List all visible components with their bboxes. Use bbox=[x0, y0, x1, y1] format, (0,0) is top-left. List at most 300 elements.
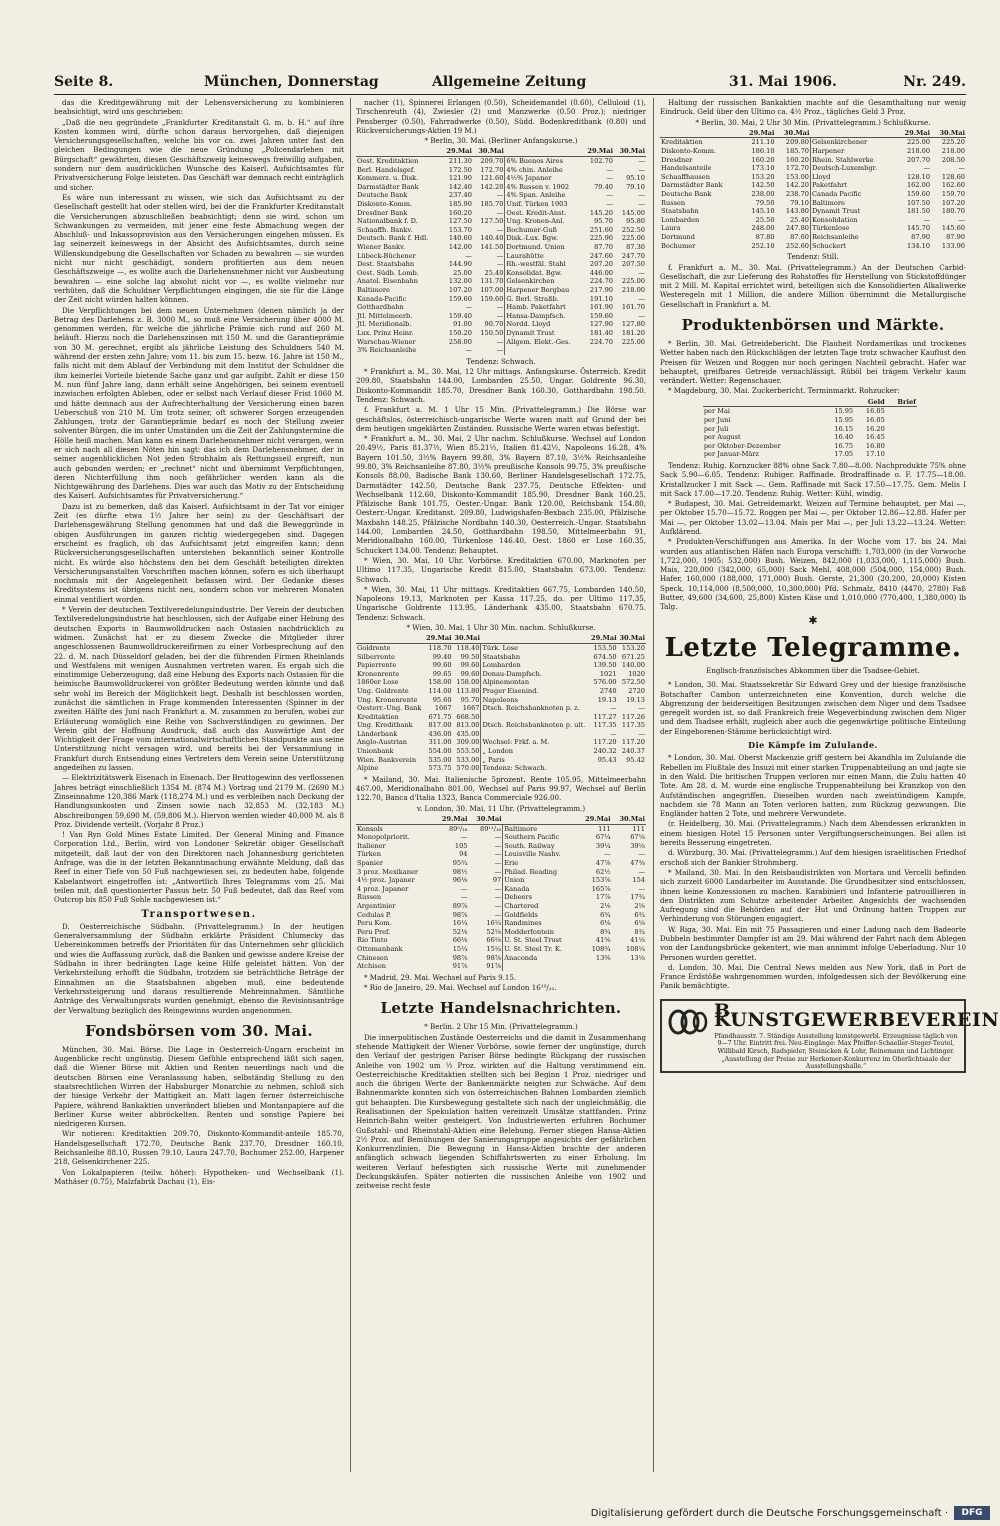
table-cell bbox=[481, 713, 589, 722]
paragraph: — Elektrizitätswerk Eisenach in Eisenach. Der Bruttogewinn des verflossenen Jahres beträgt einschließlich 1354 M. (874 M.) Vortrag und 2179 M. (2690 M.) Zinseinnahme 120,386 Mark (118,274 M.) und es verbleiben nach Deckung der Handlungsunkosten und Zinsen sowie nach 32,853 M. (32,183 M.) Abschreibungen 59,690 M. (59,806 M.). Hiervon werden wieder 40,000 M. als 8 Proz. Dividende verteilt. (Vorjahr 8 Proz.) bbox=[54, 773, 344, 829]
table-cell: 15.95 bbox=[834, 407, 854, 416]
section-heading-handelsnachrichten: Letzte Handelsnachrichten. bbox=[380, 999, 622, 1018]
table-cell: Konsolidation bbox=[810, 216, 896, 225]
table-cell: Reichsanleihe bbox=[810, 233, 896, 242]
table-cell: Goldrente bbox=[357, 643, 391, 652]
table-cell: 153.00 bbox=[785, 172, 809, 181]
table-cell: Bochumer bbox=[661, 241, 696, 250]
table-cell: 258.00 bbox=[448, 337, 472, 346]
table-cell: 4% Span. Anleihe bbox=[505, 191, 582, 200]
column-rule bbox=[653, 98, 654, 1472]
table-cell: 211.10 bbox=[751, 138, 775, 147]
table-cell: 118.70 bbox=[428, 643, 452, 652]
table-cell: Anatol. Eisenbahn bbox=[357, 277, 418, 286]
table-cell: Lux. Prinz Heinr. bbox=[357, 328, 414, 337]
table-cell: 3% Reichsanleihe bbox=[357, 346, 417, 355]
table-cell: Modderfontein bbox=[503, 928, 578, 937]
table-cell: — bbox=[496, 337, 504, 346]
table-cell: 142.00 bbox=[448, 243, 472, 252]
table-cell: Gotthardbahn bbox=[357, 303, 404, 312]
table-cell: Unionbank bbox=[357, 747, 394, 756]
table-cell: 211.30 bbox=[448, 157, 472, 166]
table-cell: 252.60 bbox=[785, 241, 809, 250]
table-cell: Deutsche Bank bbox=[661, 190, 712, 199]
table-cell: 25.50 bbox=[755, 215, 775, 224]
paragraph: d. Würzburg, 30. Mai. (Privattelegramm.) Auf dem hiesigen israelitischen Friedhof erschoß sich der Bankier Strohmberg. bbox=[660, 848, 966, 867]
table-cell: 240.32 bbox=[593, 747, 617, 756]
table-cell: 97 bbox=[492, 876, 502, 885]
table-cell: 161.70 bbox=[621, 303, 645, 312]
table-cell bbox=[505, 346, 582, 355]
chain-logo-icon bbox=[668, 1007, 708, 1037]
table-cell: 8¾ bbox=[600, 927, 611, 936]
table-cell: Unif. Türken 1903 bbox=[505, 200, 582, 209]
table-cell: — bbox=[638, 191, 645, 200]
table-cell: 17⅞ bbox=[595, 893, 611, 902]
table-cell: 1020 bbox=[628, 669, 645, 678]
table-cell: 252.50 bbox=[621, 225, 645, 234]
quote-table-london bbox=[356, 815, 646, 971]
table-row bbox=[356, 312, 646, 321]
table-cell: — bbox=[606, 174, 613, 183]
table-cell: 16¼ bbox=[452, 919, 468, 928]
table-cell: Alpinemontan bbox=[481, 678, 589, 687]
paragraph: Wir notieren: Kreditaktien 209.70, Diskonto-Kommandit-anteile 185.70, Handelsgesellschaft 172.70, Deutsche Bank 237.70, Dresdner 160.10, Reichsanleihe 88.10, Russen 79.10, Laura 247.70, Bochumer 252.00, Harpener 218, Gelsenkirchener 225. bbox=[54, 1129, 344, 1167]
table-row bbox=[703, 450, 917, 459]
table-cell: 4 proz. Japaner bbox=[357, 884, 409, 893]
table-cell: 153.70 bbox=[448, 225, 472, 234]
table-cell: 6% Buenos Aires bbox=[505, 157, 582, 166]
table-row bbox=[356, 329, 646, 338]
paragraph: * Frankfurt a. M., 30. Mai, 2 Uhr nachm. Schlußkurse. Wechsel auf London 20.49½, Paris 81.37½, Wien 85.21½, Italien 81.42½, Napoleons 16.28, 4% Bayern 101.50, 3½% Bayern 99.80, 3% Bayern 87.10, 3½% Reichsanleihe 99.80, 3% Reichsanleihe 87.80, 3½% preußische Konsols 99.75, 3% preußische Konsols 88.00, Badische Bank 130.60, Berliner Handelsgesellschaft 172.75, Darmstädter 142.50, Deutsche Bank 237.75, Deutsche Effekten- und Wechselbank 112.60, Diskonto-Kommandit 185.90, Dresdner Bank 160.25, Pfälzische Bank 101.75, Oester.-Ungar. Bank 120.00, Reichsbank 154.80, Oesterr.-Ungar. Kreditanst. 209.80, Ludwigshafen-Bexbach 235.00, Pfälzische Maxbahn 148.25, Pfälzische Nordbahn 140.30, Oesterreich.-Ungar. Staatsbahn 144.00, Lombarden 24.50, Gotthardbahn 198.50, Mittelmeerbahn 91, Meridionalbahn 160.00, Türkenlose 146.40, Oest. 1860 er Lose 160.35, Schuckert 134.00. Tendenz: Behauptet. bbox=[356, 434, 646, 555]
table-cell: 436.00 bbox=[428, 729, 452, 738]
paragraph: W. Riga, 30. Mai. Ein mit 75 Passagieren und einer Ladung nach dem Badeorte Dubbeln bestimmter Dampfer ist am 29. Mai während der Fahrt nach dem Ablegen von der Landungsbrücke gekentert, wie man annimmt infolge Ueberladung. Nur 10 Personen wurden gerettet. bbox=[660, 924, 966, 962]
footer-text: Digitalisierung gefördert durch die Deutsche Forschungsgemeinschaft · bbox=[590, 1508, 948, 1519]
table-cell: — bbox=[496, 303, 504, 312]
table-cell: per Januar-März bbox=[703, 450, 759, 459]
table-cell: 6⅛ bbox=[634, 919, 645, 928]
table-cell: 1860er Lose bbox=[357, 678, 399, 687]
table-cell: 311.00 bbox=[428, 738, 452, 747]
paragraph: * Wien, 30. Mai, 10 Uhr. Vorbörse. Kreditaktien 670.00, Marknoten per Ultimo 117.35, Ungarische Kredit 815.00, Staatsbahn 673.00. Tendenz: Schwach. bbox=[356, 555, 646, 584]
table-cell: 41⅝ bbox=[595, 936, 611, 945]
table-row bbox=[356, 338, 646, 347]
table-cell: 91⅞ bbox=[486, 962, 502, 971]
table-cell: G. Berl. Straßb. bbox=[505, 295, 582, 304]
table-cell: 94 bbox=[459, 850, 468, 859]
table-header-cell bbox=[481, 634, 589, 643]
table-cell: 2720 bbox=[628, 686, 645, 695]
table-header-row bbox=[356, 815, 646, 824]
table-cell: 4% chin. Anleihe bbox=[505, 166, 582, 175]
table-cell: Gelsenkirchen bbox=[505, 277, 582, 286]
table-cell: — bbox=[494, 841, 502, 850]
table-cell: — bbox=[494, 850, 502, 859]
table-cell: 95¾ bbox=[452, 859, 468, 867]
table-cell: South. Railway bbox=[503, 842, 578, 851]
table-cell: 145.20 bbox=[589, 208, 613, 217]
table-cell: 218.00 bbox=[621, 285, 645, 294]
ad-title: B. KUNSTGEWERBEVEREIN bbox=[714, 999, 1000, 1032]
table-cell: 91.00 bbox=[453, 320, 472, 329]
table-cell: 133.90 bbox=[941, 241, 965, 250]
table-cell: 128.60 bbox=[941, 172, 965, 181]
table-cell: 173.10 bbox=[751, 164, 775, 173]
table-cell: 121.90 bbox=[448, 174, 472, 183]
table-cell: Türk. Lose bbox=[481, 643, 589, 652]
table-cell: — bbox=[923, 215, 931, 224]
table-cell: 6¾ bbox=[634, 910, 645, 919]
table-cell: U. St. Steel Trust bbox=[503, 936, 578, 945]
table-row bbox=[660, 216, 966, 225]
table-cell: 95.10 bbox=[626, 174, 645, 183]
subheading: * Berlin, 30. Mai. (Berliner Anfangskurse.) bbox=[424, 136, 578, 146]
table-cell: Rio Tinto bbox=[357, 936, 388, 945]
table-row bbox=[356, 678, 646, 687]
table-cell: 144.90 bbox=[448, 260, 472, 269]
table-cell: 247.60 bbox=[589, 251, 613, 260]
table-cell: 172.50 bbox=[448, 165, 472, 174]
table-cell: Dynamit Trust bbox=[810, 207, 896, 216]
table-cell: 158.00 bbox=[428, 678, 452, 687]
table-cell: 16.20 bbox=[865, 424, 885, 433]
table-cell: Darmstädter Bank bbox=[357, 182, 419, 191]
table-cell: 95.70 bbox=[594, 217, 613, 226]
table-cell: 142.50 bbox=[751, 181, 775, 190]
table-cell: Deutsch-Luxembgr. bbox=[810, 164, 896, 173]
table-cell: Kanada bbox=[503, 885, 578, 894]
table-cell: Kronenrente bbox=[357, 669, 400, 678]
paragraph: * Magdeburg, 30. Mai. Zuckerbericht. Terminmarkt. Rohzucker: bbox=[668, 386, 900, 396]
table-cell: 91⅞ bbox=[452, 962, 468, 971]
table-cell: 4½% Japaner bbox=[505, 174, 582, 183]
table-cell: Canada Pacific bbox=[810, 190, 896, 199]
table-cell: Union bbox=[503, 876, 578, 885]
table-row bbox=[660, 233, 966, 242]
paragraph: * Budapest, 30. Mai. Getreidemarkt. Weizen auf Termine behauptet, per Mai —, per Oktober 15.70—15.72. Roggen per Mai —, per Oktober 12.86—12.88. Hafer per Mai —, per Oktober 13.02—13.04. Mais per Mai —, per Juli 13.22—13.24. Wetter: Aufklärend. bbox=[660, 499, 966, 536]
table-cell: — bbox=[638, 850, 645, 859]
table-cell: Wien. Bankverein bbox=[357, 755, 417, 764]
paragraph: Die innerpolitischen Zustände Oesterreichs und die damit in Zusammenhang stehende Mattigkeit der Wiener Vorbörse, sowie ferner der ungünstige, durch den Verlauf der gestrigen Pariser Börse bedingte Rückgang der russischen Anleihe von 1902 um ½ Proz. wirkten auf die Haltung verstimmend ein. Oesterreichische Kreditaktien stellten sich bei Beginn 1 Proz. niedriger und auch die übrigen Werte der Bankenmärkte neigten zur Schwäche. Auf dem Bahnenmarkte konnten sich von österreichischen Bahnen Lombarden ziemlich gut behaupten. Die Kursbewegung gestaltete sich nach der ungleichmäßig, die Realisationen der Spekulation hatten vereinzelt Umsätze stattfanden. Prinz Heinrich-Bahn weiter gesteigert. Von Industriewerten erfuhren Bochumer Gußstahl- und Rheinstahl-Aktien eine Belebung. Ferner stiegen Hansa-Aktien 2½ Proz. auf Bemühungen der Sanierungsgruppe angesichts der gefährlichen Konkurrenzlinien. Die Bewegung in Hansa-Aktien brachte der anderen anfänglich schwach liegenden Schiffahrtswerten zu einer Erholung. Im weiteren Verlauf befestigten sich russische Werte mit zunehmender Deckungskäufen. Später notierten die russischen Anleihe von 1902 und zeitweise recht feste bbox=[356, 1032, 646, 1191]
section-heading-telegramme: Letzte Telegramme. bbox=[664, 632, 962, 663]
table-cell: 127.80 bbox=[621, 320, 645, 329]
table-cell: Handelsanteile bbox=[661, 164, 712, 173]
table-cell: — bbox=[610, 704, 617, 713]
table-header-cell bbox=[703, 398, 823, 407]
table-header-cell: 29.Mai bbox=[896, 129, 931, 138]
newspaper-title: Allgemeine Zeitung bbox=[432, 74, 587, 90]
table-cell: Türkenlose bbox=[810, 224, 896, 233]
table-cell: 127.50 bbox=[480, 217, 504, 226]
table-cell: 142.20 bbox=[480, 182, 504, 191]
table-cell: Hamb. Paketfahrt bbox=[505, 303, 582, 312]
table-cell: Staatsbahn bbox=[661, 207, 699, 216]
table-header-cell bbox=[356, 634, 424, 643]
paragraph: Haltung der russischen Bankaktien machte auf die Gesamthaltung nur wenig Eindruck. Geld über den Ultimo ca. 4½ Proz., tägliches Geld 3 Proz. bbox=[660, 98, 966, 117]
table-cell: 98½ bbox=[452, 867, 468, 876]
table-row bbox=[356, 346, 646, 355]
table-cell: Lloyd bbox=[810, 173, 896, 182]
paragraph: das die Kreditgewährung mit der Lebensversicherung zu kombinieren beabsichtigt, wird uns geschrieben: bbox=[54, 98, 344, 117]
table-cell: 160.20 bbox=[448, 208, 472, 217]
table-row bbox=[356, 209, 646, 218]
table-row bbox=[356, 721, 646, 730]
table-header-row bbox=[660, 129, 966, 138]
table-cell: 161.90 bbox=[589, 303, 613, 312]
table-cell: — bbox=[606, 165, 613, 174]
place-day: München, Donnerstag bbox=[204, 74, 379, 90]
table-cell: Schuckert bbox=[810, 242, 896, 251]
table-cell: 217.90 bbox=[589, 285, 613, 294]
table-row bbox=[356, 269, 646, 278]
table-cell: Wiener Bankv. bbox=[357, 243, 406, 252]
table-cell: 252.10 bbox=[751, 241, 775, 250]
table-row bbox=[356, 730, 646, 739]
table-cell: 185.70 bbox=[480, 200, 504, 209]
table-cell: 107.20 bbox=[941, 198, 965, 207]
page-header bbox=[54, 72, 966, 95]
table-row bbox=[356, 824, 646, 833]
table-cell: 159.70 bbox=[941, 190, 965, 199]
tendency: Tendenz: Schwach. bbox=[466, 356, 536, 366]
table-row bbox=[660, 156, 966, 165]
table-cell: 139.50 bbox=[593, 661, 617, 670]
table-cell: 153⅞ bbox=[591, 876, 611, 885]
table-cell: Dortmund. Union bbox=[505, 243, 582, 252]
table-cell: Dresdner Bank bbox=[357, 208, 408, 217]
newspaper-page bbox=[54, 72, 1000, 1472]
table-cell: — bbox=[496, 191, 504, 200]
table-cell: 117.27 bbox=[593, 712, 617, 721]
table-cell: 79.40 bbox=[594, 182, 613, 191]
table-cell: 19.13 bbox=[597, 695, 617, 704]
table-cell: 39¼ bbox=[595, 841, 611, 850]
table-cell: 145.70 bbox=[906, 224, 931, 233]
table-cell: 15¼ bbox=[486, 944, 502, 953]
table-cell: Staatsbahn bbox=[481, 653, 589, 662]
table-row bbox=[356, 166, 646, 175]
paragraph: * Mailand, 30. Mai. In den Reisbaudistrikten von Mortara und Vercelli befinden sich zurzeit 6000 Landarbeiter im Ausstande. Die Grundbesitzer sind entschlossen, ihnen keine Konzessionen zu machen. Karabinieri und Infanterie patrouillieren in den Distrikten zum Schutze arbeitender Arbeiter. Angesichts der wachsenden Aufregung sind die Behörden auf der Hut und Ordnung hatten Truppen zur Verhinderung von Störungen engagiert. bbox=[660, 867, 966, 924]
table-header-cell: Brief bbox=[886, 398, 917, 407]
table-cell: 154 bbox=[632, 876, 645, 885]
table-row bbox=[356, 962, 646, 971]
table-header-cell bbox=[823, 398, 855, 407]
table-cell: 117.35 bbox=[621, 721, 645, 730]
table-cell: 573.75 bbox=[428, 764, 452, 773]
table-cell: Rh.-westfäl. Stahl bbox=[505, 260, 582, 269]
table-cell: 67¼ bbox=[595, 833, 611, 842]
table-header-cell: 30.Mai bbox=[473, 147, 505, 156]
subheading: * Berlin, 30. Mai, 2 Uhr 30 Min. (Privattelegramm.) Schlußkurse. bbox=[695, 117, 931, 127]
table-cell: 143.80 bbox=[785, 207, 809, 216]
table-cell: — bbox=[958, 164, 965, 173]
table-cell: 52⅛ bbox=[452, 927, 468, 936]
table-header-cell bbox=[356, 147, 441, 156]
table-cell: 47⅜ bbox=[630, 859, 645, 867]
table-cell: 2⅛ bbox=[600, 901, 611, 910]
table-cell: — bbox=[610, 729, 617, 738]
table-cell: — bbox=[638, 200, 645, 209]
table-cell: 16¼ bbox=[486, 919, 502, 928]
table-cell: 62½ bbox=[595, 867, 611, 876]
table-cell: Oest. Kreditaktien bbox=[357, 157, 419, 166]
table-row bbox=[356, 738, 646, 747]
table-cell bbox=[503, 962, 578, 971]
table-header-cell: Geld bbox=[854, 398, 886, 407]
table-cell: Türken bbox=[357, 850, 381, 859]
table-cell: 165⅞ bbox=[591, 884, 611, 893]
table-row bbox=[356, 876, 646, 885]
table-cell: — bbox=[923, 164, 931, 173]
table-cell: 99.60 bbox=[460, 669, 480, 678]
table-cell: 208.50 bbox=[941, 155, 965, 164]
table-cell: 4% Russen v. 1902 bbox=[505, 183, 582, 192]
table-cell: 238.70 bbox=[785, 190, 809, 199]
table-cell: Oest. Kredit-Anst. bbox=[505, 209, 582, 218]
table-cell: 117.26 bbox=[621, 712, 645, 721]
quote-table-berlin-close bbox=[660, 129, 966, 250]
table-cell: 95.60 bbox=[432, 695, 452, 704]
table-header-cell bbox=[810, 129, 896, 138]
table-cell: 240.37 bbox=[621, 747, 645, 756]
table-cell: — bbox=[496, 260, 504, 269]
table-cell: 225.00 bbox=[906, 138, 931, 147]
table-cell: U. St. Steel Tr. K. bbox=[503, 945, 578, 954]
table-cell: 446.00 bbox=[589, 268, 613, 277]
table-cell: Harpener Bergbau bbox=[505, 286, 582, 295]
table-cell: 102.70 bbox=[589, 157, 613, 166]
table-cell: Philad. Reading bbox=[503, 868, 578, 877]
table-cell: 99.50 bbox=[460, 652, 480, 661]
advertisement-kunstgewerbeverein bbox=[660, 999, 1000, 1073]
table-cell: 668.50 bbox=[456, 712, 480, 721]
table-cell: Donau-Dampfsch. bbox=[481, 670, 589, 679]
table-cell: Baltimore bbox=[357, 285, 390, 294]
table-row bbox=[660, 242, 966, 251]
table-cell: 225.00 bbox=[621, 277, 645, 286]
table-row bbox=[356, 833, 646, 842]
table-header-row bbox=[356, 634, 646, 643]
table-cell: 107.50 bbox=[906, 198, 931, 207]
table-cell: 87.90 bbox=[946, 233, 965, 242]
table-row bbox=[356, 764, 646, 773]
table-cell: — bbox=[494, 884, 502, 893]
table-header-cell bbox=[356, 815, 434, 824]
table-cell: 159.60 bbox=[480, 294, 504, 303]
table-cell: Tendenz: Schwach. bbox=[481, 764, 589, 773]
table-row bbox=[356, 303, 646, 312]
quote-table-wien bbox=[356, 634, 646, 773]
table-cell: 224.70 bbox=[589, 277, 613, 286]
table-cell: 209.70 bbox=[480, 157, 504, 166]
table-cell: 225.00 bbox=[621, 337, 645, 346]
table-cell: 16.75 bbox=[834, 441, 854, 450]
table-cell: 95.42 bbox=[626, 755, 645, 764]
sugar-table bbox=[703, 398, 917, 459]
table-cell: Wechsel: Frkf. a. M. bbox=[481, 738, 589, 747]
table-cell: Goldfields bbox=[503, 911, 578, 920]
column-1 bbox=[54, 98, 344, 1472]
table-cell: 207.20 bbox=[589, 260, 613, 269]
table-row bbox=[703, 416, 917, 425]
table-cell: Deutsche Bank bbox=[357, 191, 408, 200]
table-cell: — bbox=[496, 311, 504, 320]
table-cell bbox=[589, 764, 617, 773]
paragraph: * Produkten-Verschiffungen aus Amerika. In der Woche vom 17. bis 24. Mai wurden aus atlantischen Häfen nach Europa verschifft: 1,703,000 (in der Vorwoche 1,722,000, 1905: 532,000) Bush. Weizen, 842,000 (1,033,000, 1,115,000) Bush. Mais, 220,000 (342,000, 65,000) Sack Mehl, 408,000 (504,000, 154,000) Bush. Hafer, 160,000 (188,000, 171,000) Bush. Gerste, 21,300 (20,200, 20,000) Kisten Speck, 10,114,000 (8,500,000, 10,300,000) Pfd. Schmalz, 8410 (4470, 2780) Faß Butter, 49,600 (34,600, 25,800) Kisten Käse und 1,010,000 (770,400, 1,380,000) lb Talg. bbox=[660, 537, 966, 612]
table-cell bbox=[481, 730, 589, 739]
table-row bbox=[356, 661, 646, 670]
table-cell: Dtsch. Reichsbanknoten p. z. bbox=[481, 704, 589, 713]
table-cell: — bbox=[494, 859, 502, 867]
table-cell: — bbox=[465, 346, 472, 355]
table-cell: 817.00 bbox=[428, 721, 452, 730]
paragraph: (r. Heidelberg, 30. Mai. (Privattelegramm.) Nach dem Abendessen erkrankten in einem hiesigen Hotel 15 Personen unter Vergiftungserscheinungen. Bei allen ist bereits Besserung eingetreten. bbox=[660, 819, 966, 848]
table-cell: 160.20 bbox=[751, 155, 775, 164]
table-cell: — bbox=[638, 268, 645, 277]
table-cell: 108¾ bbox=[591, 944, 611, 953]
table-header-cell: 29.Mai bbox=[582, 147, 614, 156]
table-cell: 95.80 bbox=[626, 217, 645, 226]
table-row bbox=[356, 945, 646, 954]
table-row bbox=[356, 850, 646, 859]
table-cell: — bbox=[494, 893, 502, 902]
table-cell: 6⅛ bbox=[600, 919, 611, 928]
table-cell: — bbox=[638, 157, 645, 166]
paragraph: nacher (1), Spinnerei Erlangen (0.50), Scheidemandel (0.60), Celluloid (1), Tirschenreuth (4), Zwiesler (2) und Manzwerke (0.50 Proz.); niedriger Pensberger (0.50), Fahrradwerke (0.50), Südd. Bodenkreditbank (0.80) und Rückversicherungs-Aktien 19 M.) bbox=[356, 98, 646, 135]
table-row bbox=[356, 243, 646, 252]
table-cell: Ung. Kreditbank bbox=[357, 721, 413, 730]
table-cell: 1021 bbox=[599, 669, 617, 678]
table-cell: — bbox=[638, 729, 645, 738]
digitization-footer bbox=[0, 1500, 1000, 1526]
table-row bbox=[356, 174, 646, 183]
table-cell: 209.80 bbox=[785, 138, 809, 147]
table-cell: per Juni bbox=[703, 415, 731, 424]
table-cell: 172.70 bbox=[785, 164, 809, 173]
table-cell: 570.00 bbox=[456, 764, 480, 773]
table-cell: 87.80 bbox=[755, 233, 775, 242]
table-cell: per August bbox=[703, 433, 741, 442]
table-cell: Anaconda bbox=[503, 954, 578, 963]
table-cell: 674.50 bbox=[593, 652, 617, 661]
table-cell: 186.10 bbox=[751, 147, 775, 156]
table-cell: 117.20 bbox=[621, 738, 645, 747]
table-cell: Diskonto-Komm. bbox=[661, 147, 717, 156]
table-cell: 99.65 bbox=[432, 669, 452, 678]
table-header-cell: 30.Mai bbox=[468, 815, 502, 824]
table-cell: 16.80 bbox=[865, 441, 885, 450]
table-cell: 225.90 bbox=[589, 234, 613, 243]
table-cell: Italiener bbox=[357, 841, 386, 850]
table-cell: 121.60 bbox=[480, 174, 504, 183]
table-cell: Oesterr.-Ung. Bank bbox=[357, 704, 422, 713]
table-row bbox=[703, 442, 917, 451]
table-cell: Dtsch. Reichsbanknoten p. ult. bbox=[481, 721, 589, 730]
table-cell: 181.20 bbox=[621, 328, 645, 337]
table-cell: 309.00 bbox=[456, 738, 480, 747]
table-cell: 150.20 bbox=[448, 328, 472, 337]
table-cell: 15.95 bbox=[834, 415, 854, 424]
table-cell: — bbox=[465, 251, 472, 260]
table-cell: 150.50 bbox=[480, 328, 504, 337]
table-cell: — bbox=[638, 165, 645, 174]
table-cell: Randmines bbox=[503, 919, 578, 928]
table-cell bbox=[612, 962, 646, 971]
subheading: * Wien, 30. Mai, 1 Uhr 30 Min. nachm. Schlußkurse. bbox=[406, 623, 596, 633]
table-row bbox=[356, 217, 646, 226]
table-header-cell: 30.Mai bbox=[454, 634, 480, 643]
paragraph: Dazu ist zu bemerken, daß das Kaiserl. Aufsichtsamt in der Tat vor einiger Zeit (es dürfte etwa 1½ Jahre her sein) zu der Geschäftsart der Darlehensgewährung Stellung genommen hat und daß die Beweggründe in obigen Ausführungen im ganzen richtig wiedergegeben sind. Dagegen erscheint es fraglich, ob das Aufsichtsamt jetzt eingreifen kann; denn Rückversicherungsgesellschaften unterstehen bekanntlich seiner Kontrolle nicht. Es würde also höchstens den bei dem Geschäft beteiligten direkten Versicherungsanstalten Vorschriften machen können, sofern es sich überhaupt nochmals mit der Angelegenheit befassen wird. Der Gedanke dieses Kreditsystems ist übrigens nicht neu, sondern schon vor mehreren Monaten einmal ventiliert worden. bbox=[54, 501, 344, 604]
